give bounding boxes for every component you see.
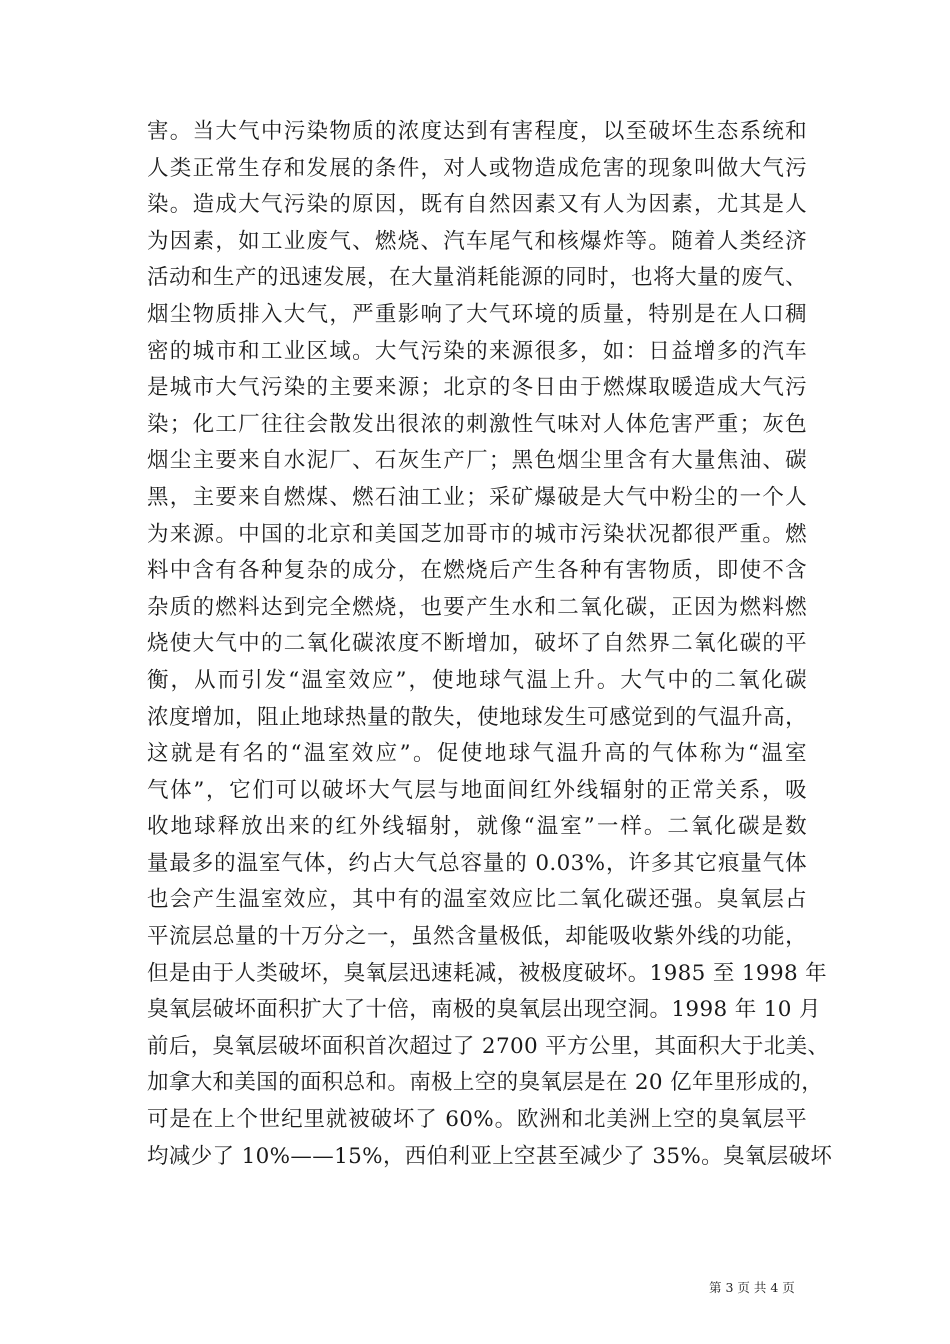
text-line: 气体”，它们可以破坏大气层与地面间红外线辐射的正常关系，吸 <box>147 777 807 803</box>
text-line: 染；化工厂往往会散发出很浓的刺激性气味对人体危害严重；灰色 <box>147 411 807 437</box>
text-line: 密的城市和工业区域。大气污染的来源很多，如：日益增多的汽车 <box>147 338 807 364</box>
text-line: 杂质的燃料达到完全燃烧，也要产生水和二氧化碳，正因为燃料燃 <box>147 594 807 620</box>
text-line: 活动和生产的迅速发展，在大量消耗能源的同时，也将大量的废气、 <box>147 265 807 291</box>
text-line: 浓度增加，阻止地球热量的散失，使地球发生可感觉到的气温升高， <box>147 704 807 730</box>
text-line: 为因素，如工业废气、燃烧、汽车尾气和核爆炸等。随着人类经济 <box>147 228 807 254</box>
text-line: 是城市大气污染的主要来源；北京的冬日由于燃煤取暖造成大气污 <box>147 375 807 401</box>
text-line: 衡，从而引发“温室效应”，使地球气温上升。大气中的二氧化碳 <box>147 667 807 693</box>
text-line: 黑，主要来自燃煤、燃石油工业；采矿爆破是大气中粉尘的一个人 <box>147 484 807 510</box>
text-line: 前后，臭氧层破坏面积首次超过了 2700 平方公里，其面积大于北美、 <box>147 1033 830 1059</box>
text-line: 为来源。中国的北京和美国芝加哥市的城市污染状况都很严重。燃 <box>147 521 807 547</box>
text-line: 烟尘主要来自水泥厂、石灰生产厂；黑色烟尘里含有大量焦油、碳 <box>147 448 807 474</box>
text-line: 也会产生温室效应，其中有的温室效应比二氧化碳还强。臭氧层占 <box>147 887 807 913</box>
text-line: 臭氧层破坏面积扩大了十倍，南极的臭氧层出现空洞。1998 年 10 月 <box>147 997 821 1023</box>
text-line: 平流层总量的十万分之一，虽然含量极低，却能吸收紫外线的功能， <box>147 924 807 950</box>
text-line: 这就是有名的“温室效应”。促使地球气温升高的气体称为“温室 <box>147 741 807 767</box>
page-number-footer: 第 3 页 共 4 页 <box>709 1280 795 1295</box>
text-line: 均减少了 10%——15%，西伯利亚上空甚至减少了 35%。臭氧层破坏 <box>147 1143 833 1169</box>
text-line: 烧使大气中的二氧化碳浓度不断增加，破坏了自然界二氧化碳的平 <box>147 631 807 657</box>
body-text <box>147 114 833 1175</box>
text-line: 烟尘物质排入大气，严重影响了大气环境的质量，特别是在人口稠 <box>147 301 807 327</box>
text-line: 害。当大气中污染物质的浓度达到有害程度，以至破坏生态系统和 <box>147 119 807 144</box>
text-line: 染。造成大气污染的原因，既有自然因素又有人为因素，尤其是人 <box>147 192 807 218</box>
text-line: 收地球释放出来的红外线辐射，就像“温室”一样。二氧化碳是数 <box>147 814 807 840</box>
text-line: 可是在上个世纪里就被破坏了 60%。欧洲和北美洲上空的臭氧层平 <box>147 1107 807 1133</box>
text-line: 加拿大和美国的面积总和。南极上空的臭氧层是在 20 亿年里形成的， <box>147 1070 824 1096</box>
text-line: 但是由于人类破坏，臭氧层迅速耗减，被极度破坏。1985 至 1998 年 <box>147 960 828 986</box>
text-line: 量最多的温室气体，约占大气总容量的 0.03%，许多其它痕量气体 <box>147 850 807 876</box>
text-line: 料中含有各种复杂的成分，在燃烧后产生各种有害物质，即使不含 <box>147 558 807 584</box>
text-line: 人类正常生存和发展的条件，对人或物造成危害的现象叫做大气污 <box>147 155 807 181</box>
